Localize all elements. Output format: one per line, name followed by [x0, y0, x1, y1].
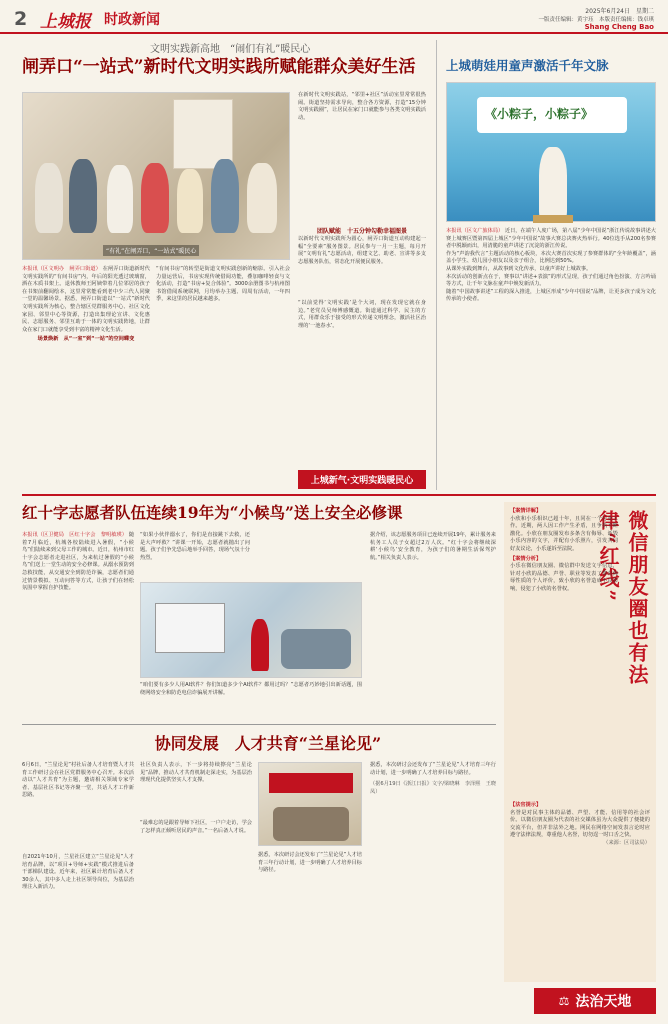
law-body-a: 小欣和小乐相识已超十年，且同在一个行业工作。近期，两人因工作产生矛盾，且争执不断激化。小欣在朋友圈发布多条含有侮辱、诋毁小乐内容的文字，并配有小乐照片，引发共同好友议论，小乐遂诉至法院。 [510, 515, 618, 552]
right-byline: 本报讯（区文广旅体局） [446, 228, 504, 234]
story3-body-5b: 据悉，本次研讨会还发布了“兰星论见”人才培育三年行动计划，进一步明确了人才培养目标与路径。 [370, 762, 496, 776]
story3-photo [258, 762, 362, 846]
right-headline: 上城萌娃用童声激活千年文脉 [446, 58, 609, 73]
right-body [446, 228, 656, 304]
masthead [0, 0, 668, 34]
law-section-c: 【法官提示】 [510, 802, 542, 808]
lead-body-4: 以新时代文明实践所为圆心，闸弄口街道互动构建起一幅“全要素”服务图景。居民参与一月一主题，每月开展“文明有礼”志愿活动，组建文艺、助老、宣讲等多支志愿服务队伍，常态化开展便民服务。 [298, 236, 426, 265]
law-footer-title: 法治天地 [575, 994, 632, 1010]
lead-body-5: “以前觉得‘文明实践’是个大词，现在发现它就在身边。”老党员吴师傅感慨道。街道通过科学、民主的方式，用群众乐于接受的形式传递文明理念，激活社区治理的‘一池春水’。 [298, 300, 426, 329]
child-speaker [539, 147, 567, 219]
law-body-b: 小乐在微信朋友圈、微信群中发送文字信息，针对小欣的品德、声誉、职业等发表了带有侮辱性质的个人评价，致小欣的名誉造成不良影响，侵犯了小欣的名誉权。 [510, 563, 618, 592]
law-block-a [510, 508, 618, 594]
section-rule-2 [22, 724, 496, 725]
story2-body-2: “如果小伙伴溺水了，你们是直接跳下去救，还是大声呼救？”讲课一开始，志愿者就抛出了问题。孩子们争先恐后地举手回答，现场气氛十分热烈。 [140, 532, 250, 561]
scales-icon: ⚖ [558, 994, 570, 1008]
story3-body-1: 6月6日，“兰星论见”村社后备人才培育暨人才共育工作研讨会在社区党群服务中心召开。本次活动以“人才共育”为主题，邀请相关领域专家学者、基层社区书记等齐聚一堂，共话人才工作新思路。 [22, 762, 134, 799]
lead-body-3: 在新时代文明实践站，“邻里+社区”活动室里常常很热闹。街道坚持需求导向，整合各方资源，打造“15分钟文明实践圈”，让居民在家门口就能参与各类文明实践活动。 [298, 92, 426, 121]
page-number: 2 [14, 8, 28, 30]
lead-text-col1 [22, 266, 150, 346]
lead-banner: 上城新气·文明实践暖民心 [298, 470, 426, 489]
section-rule-1 [22, 494, 656, 496]
issue-date: 2025年6月24日 星期二 [585, 8, 654, 15]
column-divider [436, 40, 437, 490]
law-block-c [510, 802, 650, 848]
story2-col1 [22, 532, 134, 593]
editor-line: 一版责任编辑：黄宇珏 本版责任编辑：钱卓琪 [538, 17, 654, 23]
right-photo-text: 《小粽子，小粽子》 [485, 107, 594, 121]
story3-body-3: 社区负责人表示，下一步将持续擦亮“兰星论见”品牌，推动人才共育机制走深走实，为基层治理现代化提供坚实人才支撑。 [140, 762, 252, 784]
lead-subhead-1: 场景焕新 从“一室”到“一站”的空间蝶变 [37, 336, 135, 343]
right-body-2: 作为“声韵我代言”主题活动的核心板块，本次大赛首次实现了参赛群体的“全年龄覆盖”，涵盖小学生、幼儿园小朋友以及亲子组合，比例达到50%。 [446, 250, 656, 265]
story2-body-1: 随着7月临近，杭城各校陆续进入暑假，“小候鸟”们陆续来到父母工作的城市。近日，杭州市红十字会志愿者走进社区，为来杭过暑假的“小候鸟”们送上一堂生动的安全必修课。从溺水预防到急救技能，从交通安全到防范诈骗，志愿者们通过情景模拟、互动问答等方式，让孩子们在轻松氛围中掌握自护技能。 [22, 532, 134, 592]
law-vertical-headline: 微信朋友圈也有法律“红线” [596, 510, 649, 686]
right-body-1: 近日，在端午人度广场，第八届“少年中国说”浙江传说故事讲述大赛上城赛区暨第四届上城区“少年中国说”故事大赛总决赛火热举行。40位选手从200名参赛者中脱颖而出，用清脆的童声讲述了沉淀的浙江传说。 [446, 228, 656, 250]
story2-byline: 本报讯（区卫健局 区红十字会 黎明敏瑛） [22, 532, 128, 538]
lead-photo-caption: “有礼”在闸弄口，“一站式”暖民心 [103, 245, 199, 256]
story2-photo [140, 582, 362, 678]
lead-photo [22, 92, 290, 260]
section-name: 时政新闻 [104, 12, 160, 28]
lead-body-1: 在闸弄口街道新时代文明实践所的“有间书房”内，年后的阳光透过玻璃窗，洒在木质书架上。退休教师王阿姨带着几位邻居的孩子在书架前翻阅绘本，这里常常能看到老中少三代人同聚一堂的温馨场景。据悉，闸弄口街道以“一站式”新时代文明实践所为核心，整合辖区党群服务中心、社区文化家园、邻里中心等资源，打造出集理论宣讲、文化惠民、志愿服务、邻里互助于一体的文明实践阵地，让群众在家门口就能享受到丰富的精神文化生活。 [22, 266, 150, 333]
law-footer [534, 988, 656, 1014]
stage-floor [533, 215, 573, 223]
paper-name: 上城报 [40, 12, 91, 32]
law-section-b: 【案情分析】 [510, 555, 542, 562]
sub-brand: Shang Cheng Bao [584, 23, 654, 31]
story3-credit: （据6月19日《浙江日报》文字/梁晓琳 李泽熙 王晓凤） [370, 781, 496, 795]
lead-byline: 本报讯（区文明办 闸弄口街道） [22, 266, 101, 272]
lead-body-2: “有间书房”的转型是街道文明实践创新的缩影。引入社会力量运营后，书房实现传统借阅功能，叠加咖啡轻食与文化活动，打造“书房+复合体验”。3000余册图书与杭州图书馆借阅系统联网，月均举办主题、周周有活动，一年四季，来这里的居民越来越多。 [156, 266, 290, 303]
story3-col4 [370, 762, 496, 796]
story3-headline: 协同发展 人才共育“兰星论见” [154, 734, 382, 753]
law-credit: （来源：区司法局） [603, 839, 650, 846]
law-column [504, 502, 656, 982]
right-body-5: 随着“中国故事讲述”工程的深入推进，上城区形成“少年中国说”品牌，让更多孩子成为文化传承的小使者。 [446, 288, 656, 303]
law-section-a: 【案情详解】 [510, 508, 542, 514]
right-photo [446, 82, 656, 222]
story2-body-3: “咱们要有多少人用AI软件？你们知道多少个AI软件？都用过吗？”志愿者巧妙地引出新话题，围绕网络安全和防范电信诈骗展开讲解。 [140, 682, 362, 696]
right-body-4: 本次活动的创新点在于，赛事以“讲述+表演”的形式呈现，孩子们通过角色扮演、方言吟诵等方式，让千年文脉在童声中焕发新活力。 [446, 273, 656, 288]
story2-col2 [140, 532, 250, 562]
right-body-3: 从课外实践到舞台，从故事到文化传承，以童声讲好上城故事。 [446, 265, 592, 272]
story2-body-4: 据介绍，该志愿服务项目已连续开展19年，累计服务来杭务工人员子女超过2万人次。“红十字会将继续深耕‘小候鸟’安全教育，为孩子们的暑期生活保驾护航。”相关负责人表示。 [370, 532, 496, 561]
story3-body-5: 据悉，本次研讨会还发布了“兰星论见”人才培育三年行动计划，进一步明确了人才培养目标与路径。 [258, 852, 362, 874]
event-banner [269, 773, 353, 793]
lead-subhead-2: 团队赋能 十五分钟勾勒幸福图景 [316, 228, 407, 235]
meeting-attendees [273, 807, 349, 841]
story3-body-4: “最难忘的是跟着导师下社区，一户户走访，学会了怎样真正倾听居民的声音。”一名后备人才说。 [140, 820, 252, 834]
audience [281, 629, 351, 669]
story3-body-2: 自2021年10月，兰星社区建立“兰星论见”人才培育品牌，以“项目+导师+实践”模式推进后备干部梯队建设。近年来，社区累计培育后备人才30余人，其中多人走上社区领导岗位，为基层治理注入新活力。 [22, 854, 134, 891]
story2-headline: 红十字志愿者队伍连续19年为“小候鸟”送上安全必修课 [22, 503, 403, 522]
law-body-c: 名誉是对民事主体的品德、声望、才能、信用等的社会评价。以微信朋友圈为代表的社交媒体虽为大众提供了便捷的交流平台，但并非法外之地。网民在网络空间发表言论时应遵守法律法规，尊重他人名誉，切勿逞一时口舌之快。 [510, 809, 650, 839]
volunteer-figure [251, 619, 269, 671]
lead-kicker: 文明实践新高地 “闹们有礼”暖民心 [150, 44, 311, 55]
projector-screen [155, 603, 225, 653]
lead-headline: 闸弄口“一站式”新时代文明实践所赋能群众美好生活 [22, 57, 416, 77]
